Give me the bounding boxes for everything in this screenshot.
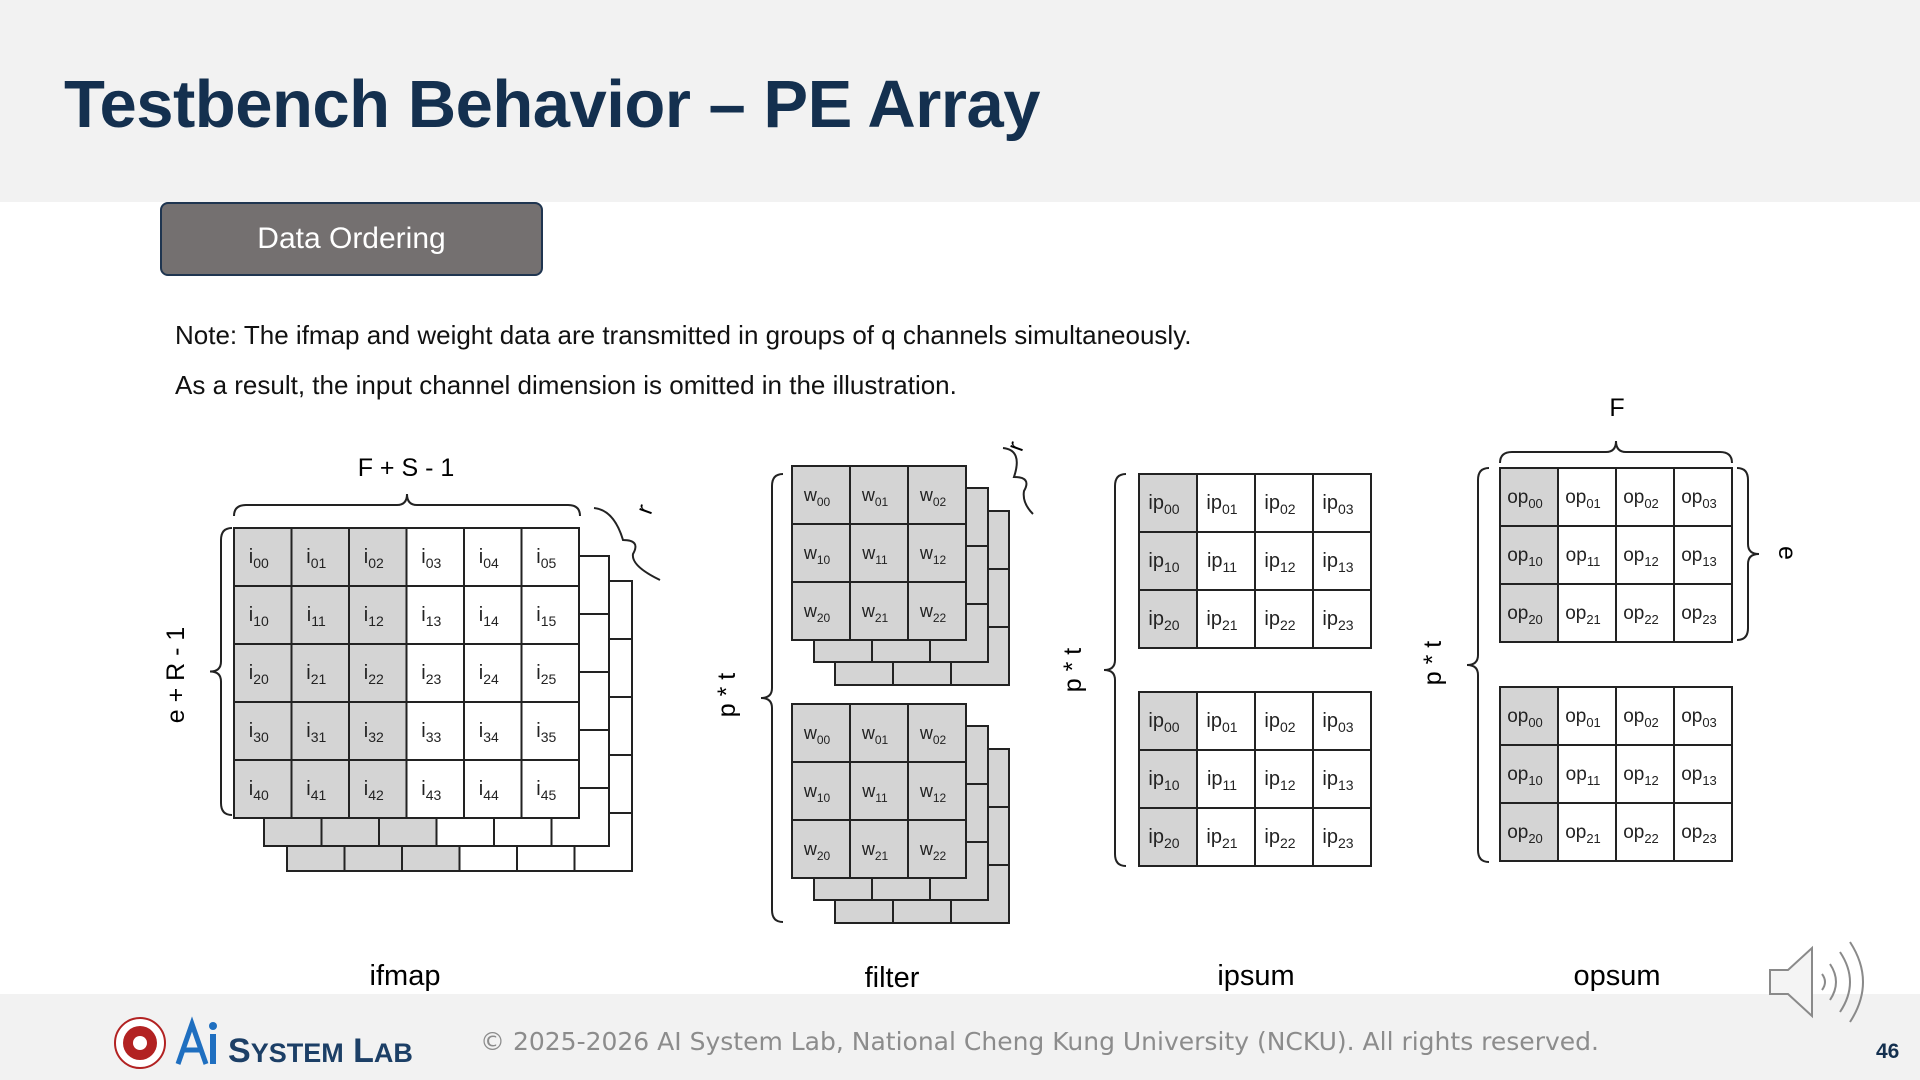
- ifmap-width-label: F + S - 1: [357, 454, 455, 482]
- opsum-0-cell-label: $op_{20}$: [1507, 603, 1543, 627]
- ifmap-cell-label: $i_{14}$: [478, 604, 499, 629]
- svg-text:SYSTEM LAB: SYSTEM LAB: [228, 1032, 413, 1070]
- filter-1-cell-label: $w_{02}$: [919, 723, 947, 747]
- opsum-0-cell-label: $op_{03}$: [1681, 487, 1717, 511]
- ifmap-cell-label: $i_{43}$: [421, 778, 442, 803]
- ipsum-0-cell-label: $ip_{03}$: [1322, 492, 1354, 517]
- filter-depth-brace: [1003, 448, 1033, 514]
- ifmap-cell-label: $i_{11}$: [306, 604, 326, 629]
- ifmap-cell-label: $i_{41}$: [306, 778, 327, 803]
- ipsum-1-cell-label: $ip_{10}$: [1148, 768, 1180, 793]
- filter-0-cell-label: $w_{10}$: [803, 543, 831, 567]
- opsum-1-cell-label: $op_{13}$: [1681, 764, 1717, 788]
- ifmap-cell-label: $i_{42}$: [363, 778, 384, 803]
- filter-0-cell-label: $w_{01}$: [861, 485, 889, 509]
- filter-1-cell-label: $w_{20}$: [803, 839, 831, 863]
- opsum-0-cell-label: $op_{02}$: [1623, 487, 1659, 511]
- note-line-2: As a result, the input channel dimension is omitted in the illustration.: [175, 370, 957, 400]
- opsum-0-cell-label: $op_{23}$: [1681, 603, 1717, 627]
- opsum-1-cell-label: $op_{02}$: [1623, 706, 1659, 730]
- ifmap-width-brace: [234, 494, 580, 516]
- opsum-1-cell-label: $op_{22}$: [1623, 822, 1659, 846]
- ipsum-label: ipsum: [1217, 960, 1295, 992]
- opsum-0-cell-label: $op_{13}$: [1681, 545, 1717, 569]
- ifmap-cell-label: $i_{44}$: [478, 778, 499, 803]
- opsum-1-cell-label: $op_{01}$: [1565, 706, 1601, 730]
- ipsum-1-cell-label: $ip_{20}$: [1148, 826, 1180, 851]
- opsum-0-cell-label: $op_{21}$: [1565, 603, 1601, 627]
- ifmap-cell-label: $i_{33}$: [421, 720, 442, 745]
- opsum-0-cell-label: $op_{01}$: [1565, 487, 1601, 511]
- opsum-0-cell-label: $op_{11}$: [1565, 545, 1601, 569]
- opsum-1-cell-label: $op_{00}$: [1507, 706, 1543, 730]
- ifmap-cell-label: $i_{23}$: [421, 662, 442, 687]
- ifmap-cell-label: $i_{01}$: [306, 546, 327, 571]
- filter-1-cell-label: $w_{22}$: [919, 839, 947, 863]
- ifmap-cell-label: $i_{05}$: [536, 546, 557, 571]
- ai-system-lab-wordmark: [178, 1022, 413, 1070]
- ipsum-0-cell-label: $ip_{12}$: [1264, 550, 1296, 575]
- opsum-1-cell-label: $op_{23}$: [1681, 822, 1717, 846]
- ipsum-0-cell-label: $ip_{11}$: [1206, 550, 1238, 575]
- ifmap-cell-label: $i_{35}$: [536, 720, 557, 745]
- filter-0-cell-label: $w_{02}$: [919, 485, 947, 509]
- opsum-1-cell-label: $op_{20}$: [1507, 822, 1543, 846]
- slide-title: Testbench Behavior – PE Array: [64, 67, 1040, 142]
- ifmap-cell-label: $i_{31}$: [306, 720, 327, 745]
- ipsum-0-cell-label: $ip_{00}$: [1148, 492, 1180, 517]
- ipsum-0-cell-label: $ip_{23}$: [1322, 608, 1354, 633]
- filter-height-brace: [761, 474, 783, 922]
- ifmap-cell-label: $i_{13}$: [421, 604, 442, 629]
- ipsum-0-cell-label: $ip_{10}$: [1148, 550, 1180, 575]
- ifmap-cell-label: $i_{20}$: [248, 662, 269, 687]
- filter-depth-label: r: [1001, 438, 1031, 455]
- opsum-0-cell-label: $op_{00}$: [1507, 487, 1543, 511]
- opsum-1-cell-label: $op_{10}$: [1507, 764, 1543, 788]
- ipsum-1-cell-label: $ip_{13}$: [1322, 768, 1354, 793]
- ipsum-1-cell-label: $ip_{11}$: [1206, 768, 1238, 793]
- filter-0-cell-label: $w_{12}$: [919, 543, 947, 567]
- copyright-text: © 2025-2026 AI System Lab, National Cheng Kung University (NCKU). All rights reserved.: [480, 1027, 1599, 1056]
- ipsum-0-cell-label: $ip_{22}$: [1264, 608, 1296, 633]
- opsum-e-brace: [1737, 468, 1759, 640]
- filter-1-cell-label: $w_{00}$: [803, 723, 831, 747]
- filter-1-cell-label: $w_{01}$: [861, 723, 889, 747]
- ipsum-1-cell-label: $ip_{00}$: [1148, 710, 1180, 735]
- filter-0-cell-label: $w_{21}$: [861, 601, 889, 625]
- opsum-1-cell-label: $op_{21}$: [1565, 822, 1601, 846]
- opsum-0-cell-label: $op_{10}$: [1507, 545, 1543, 569]
- ifmap-height-brace: [210, 528, 232, 815]
- opsum-0-cell-label: $op_{12}$: [1623, 545, 1659, 569]
- ipsum-1-cell-label: $ip_{12}$: [1264, 768, 1296, 793]
- ifmap-cell-label: $i_{40}$: [248, 778, 269, 803]
- ifmap-cell-label: $i_{15}$: [536, 604, 557, 629]
- ipsum-0-cell-label: $ip_{20}$: [1148, 608, 1180, 633]
- opsum-1-cell-label: $op_{12}$: [1623, 764, 1659, 788]
- ipsum-height-label: p * t: [1059, 647, 1087, 693]
- ifmap-depth-label: r: [630, 501, 660, 518]
- filter-1-cell-label: $w_{11}$: [862, 781, 888, 805]
- ifmap-cell-label: $i_{12}$: [363, 604, 384, 629]
- ipsum-0-cell-label: $ip_{02}$: [1264, 492, 1296, 517]
- ifmap-cell-label: $i_{00}$: [248, 546, 269, 571]
- opsum-side-label: e: [1773, 546, 1801, 560]
- filter-label: filter: [864, 962, 920, 994]
- ipsum-0-cell-label: $ip_{01}$: [1206, 492, 1238, 517]
- ipsum-1-cell-label: $ip_{23}$: [1322, 826, 1354, 851]
- opsum-width-brace: [1500, 441, 1732, 463]
- ipsum-1-cell-label: $ip_{01}$: [1206, 710, 1238, 735]
- ipsum-0-cell-label: $ip_{21}$: [1206, 608, 1238, 633]
- opsum-label: opsum: [1573, 960, 1661, 992]
- ifmap-cell-label: $i_{21}$: [306, 662, 327, 687]
- speaker-icon[interactable]: [1764, 936, 1874, 1028]
- ifmap-cell-label: $i_{45}$: [536, 778, 557, 803]
- ifmap-cell-label: $i_{24}$: [478, 662, 499, 687]
- opsum-height-label: p * t: [1419, 640, 1447, 686]
- ifmap-cell-label: $i_{02}$: [363, 546, 384, 571]
- ifmap-cell-label: $i_{03}$: [421, 546, 442, 571]
- section-data-ordering-button[interactable]: Data Ordering: [160, 202, 543, 276]
- ifmap-cell-label: $i_{22}$: [363, 662, 384, 687]
- opsum-0-cell-label: $op_{22}$: [1623, 603, 1659, 627]
- filter-height-label: p * t: [713, 672, 741, 718]
- page-number: 46: [1876, 1040, 1900, 1063]
- ifmap-cell-label: $i_{04}$: [478, 546, 499, 571]
- ipsum-0-cell-label: $ip_{13}$: [1322, 550, 1354, 575]
- opsum-width-label: F: [1609, 394, 1625, 422]
- ifmap-cell-label: $i_{25}$: [536, 662, 557, 687]
- opsum-1-cell-label: $op_{11}$: [1565, 764, 1601, 788]
- note-line-1: Note: The ifmap and weight data are transmitted in groups of q channels simultaneously.: [175, 320, 1192, 350]
- ifmap-cell-label: $i_{34}$: [478, 720, 499, 745]
- filter-1-cell-label: $w_{10}$: [803, 781, 831, 805]
- ipsum-1-cell-label: $ip_{02}$: [1264, 710, 1296, 735]
- ipsum-1-cell-label: $ip_{03}$: [1322, 710, 1354, 735]
- ifmap-height-label: e + R - 1: [162, 626, 190, 724]
- opsum-height-brace: [1467, 468, 1489, 862]
- ifmap-cell-label: $i_{10}$: [248, 604, 269, 629]
- filter-0-cell-label: $w_{00}$: [803, 485, 831, 509]
- filter-0-cell-label: $w_{20}$: [803, 601, 831, 625]
- filter-1-cell-label: $w_{21}$: [861, 839, 889, 863]
- ifmap-label: ifmap: [369, 960, 441, 992]
- ipsum-1-cell-label: $ip_{21}$: [1206, 826, 1238, 851]
- ifmap-cell-label: $i_{32}$: [363, 720, 384, 745]
- opsum-1-cell-label: $op_{03}$: [1681, 706, 1717, 730]
- ifmap-cell-label: $i_{30}$: [248, 720, 269, 745]
- ncku-seal-icon: [115, 1018, 165, 1068]
- filter-0-cell-label: $w_{11}$: [862, 543, 888, 567]
- filter-0-cell-label: $w_{22}$: [919, 601, 947, 625]
- ipsum-height-brace: [1104, 474, 1126, 866]
- ipsum-1-cell-label: $ip_{22}$: [1264, 826, 1296, 851]
- filter-1-cell-label: $w_{12}$: [919, 781, 947, 805]
- lab-logo: [112, 1014, 413, 1072]
